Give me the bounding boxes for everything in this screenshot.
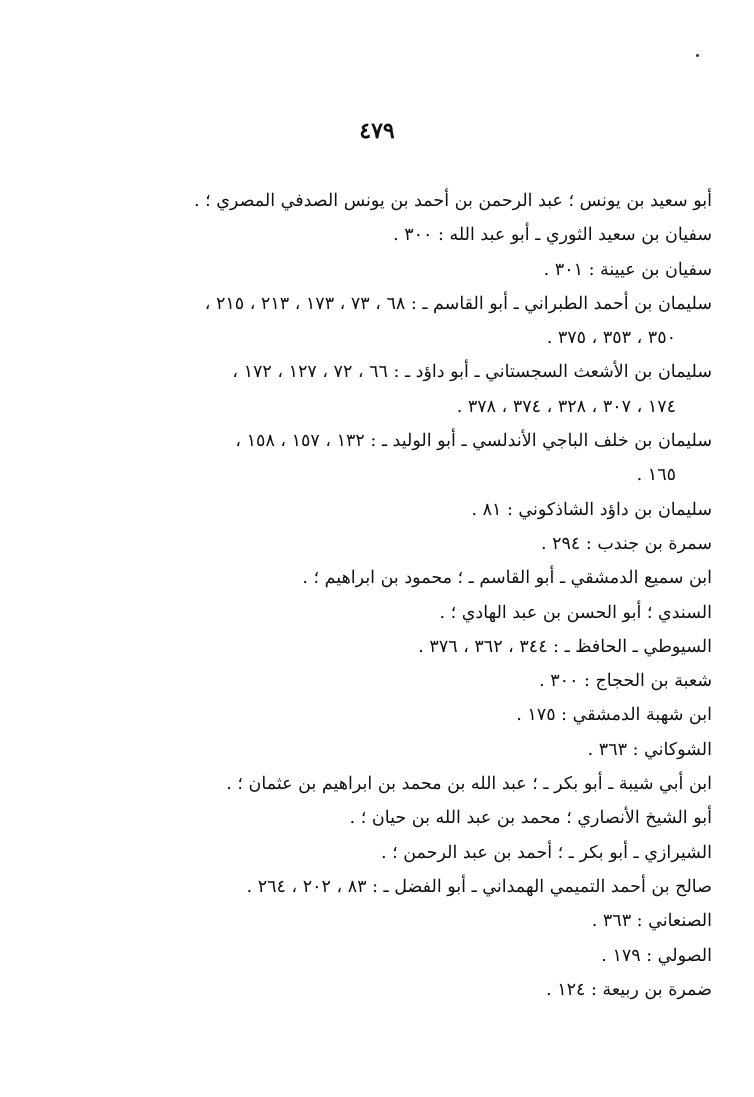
index-entry [100, 493, 712, 527]
index-entry [100, 253, 712, 287]
index-entry [100, 801, 712, 835]
index-entry [100, 596, 712, 630]
index-entry-text: سليمان بن أحمد الطبراني ـ أبو القاسم ـ : ٦٨ ، ٧٣ ، ١٧٣ ، ٢١٣ ، ٢١٥ ، [204, 293, 712, 314]
ink-speck [696, 54, 699, 57]
index-entry-text: ابن أبي شيبة ـ أبو بكر ـ ؛ عبد الله بن محمد بن ابراهيم بن عثمان ؛ . [226, 774, 712, 795]
index-entry [100, 664, 712, 698]
index-entry [100, 527, 712, 561]
index-entry-text: الشيرازي ـ أبو بكر ـ ؛ أحمد بن عبد الرحمن ؛ . [380, 842, 712, 863]
index-entry [100, 904, 712, 938]
index-entry-text: ضمرة بن ربيعة : ١٢٤ . [546, 979, 712, 1000]
index-entry [100, 218, 712, 252]
index-entry-text: سفيان بن عيينة : ٣٠١ . [543, 259, 712, 280]
index-entry [100, 287, 712, 356]
index-entry [100, 424, 712, 493]
index-entry [100, 698, 712, 732]
index-entry [100, 184, 712, 218]
index-entry [100, 733, 712, 767]
index-entry-continuation: ١٦٥ . [636, 465, 676, 486]
index-entry [100, 561, 712, 595]
index-entry-text: سمرة بن جندب : ٢٩٤ . [540, 533, 712, 554]
index-entry-text: السيوطي ـ الحافظ ـ : ٣٤٤ ، ٣٦٢ ، ٣٧٦ . [418, 636, 712, 657]
index-entry-continuation: ٣٥٠ ، ٣٥٣ ، ٣٧٥ . [546, 328, 676, 349]
index-entry [100, 630, 712, 664]
index-entry [100, 836, 712, 870]
page-number: ٤٧٩ [359, 118, 395, 144]
index-entry-text: الصنعاني : ٣٦٣ . [591, 911, 712, 932]
index-entry-text: سليمان بن خلف الباجي الأندلسي ـ أبو الوليد ـ : ١٣٢ ، ١٥٧ ، ١٥٨ ، [235, 431, 712, 452]
index-entry-text: سليمان بن الأشعث السجستاني ـ أبو داؤد ـ : ٦٦ ، ٧٢ ، ١٢٧ ، ١٧٢ ، [232, 362, 712, 383]
index-entry-text: الصولي : ١٧٩ . [601, 945, 712, 966]
index-entry [100, 870, 712, 904]
index-entry [100, 973, 712, 1007]
index-entry-text: سليمان بن داؤد الشاذكوني : ٨١ . [471, 499, 712, 520]
index-entry-text: أبو سعيد بن يونس ؛ عبد الرحمن بن أحمد بن يونس الصدفي المصري ؛ . [193, 191, 712, 211]
index-entry-text: شعبة بن الحجاج : ٣٠٠ . [539, 671, 712, 692]
index-entry-text: الشوكاني : ٣٦٣ . [587, 739, 712, 760]
index-entry [100, 767, 712, 801]
index-entry [100, 939, 712, 973]
index-entries [100, 184, 712, 1007]
index-entry-text: أبو الشيخ الأنصاري ؛ محمد بن عبد الله بن حيان ؛ . [349, 808, 712, 829]
index-entry-text: سفيان بن سعيد الثوري ـ أبو عبد الله : ٣٠٠ . [393, 225, 712, 246]
index-entry-text: صالح بن أحمد التميمي الهمداني ـ أبو الفضل ـ : ٨٣ ، ٢٠٢ ، ٢٦٤ . [246, 876, 712, 897]
index-entry [100, 355, 712, 424]
index-entry-continuation: ١٧٤ ، ٣٠٧ ، ٣٢٨ ، ٣٧٤ ، ٣٧٨ . [456, 396, 676, 417]
index-entry-text: ابن شهبة الدمشقي : ١٧٥ . [516, 705, 712, 726]
index-entry-text: ابن سميع الدمشقي ـ أبو القاسم ـ ؛ محمود بن ابراهيم ؛ . [302, 568, 712, 589]
index-entry-text: السندي ؛ أبو الحسن بن عبد الهادي ؛ . [439, 602, 712, 623]
